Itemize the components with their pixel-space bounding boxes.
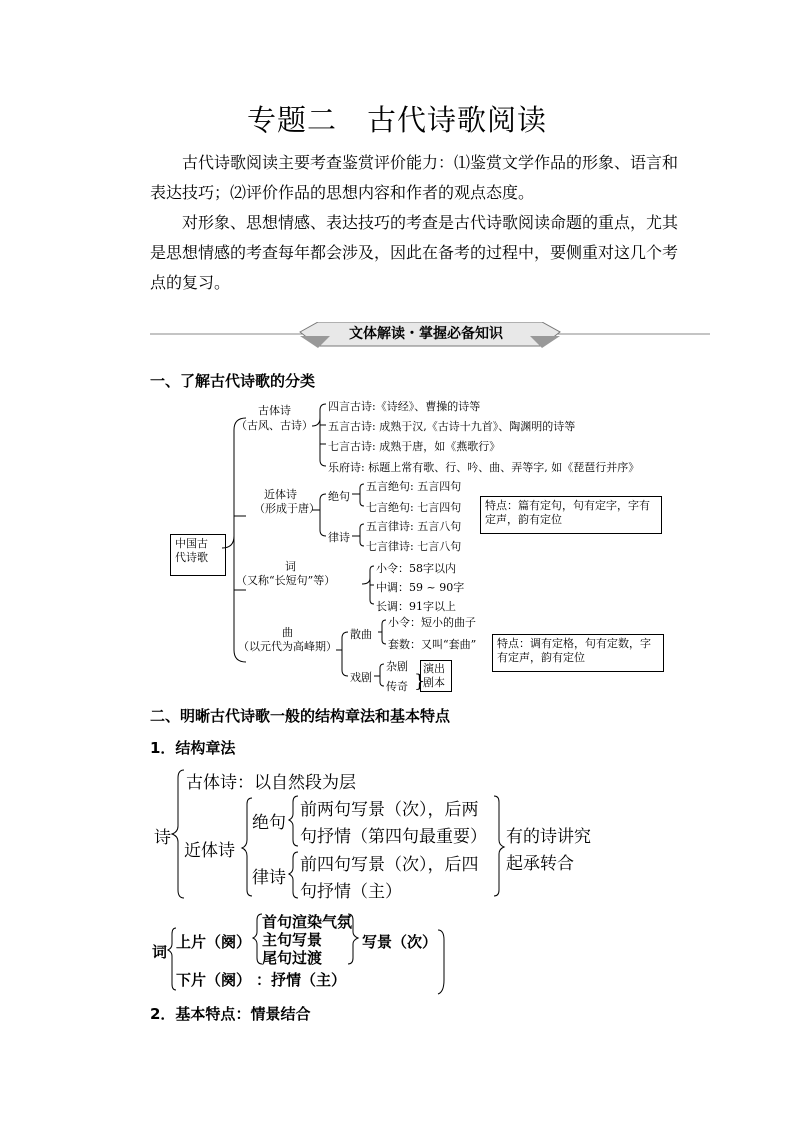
gu-item-2: 五言古诗: 成熟于汉,《古诗十九首》、陶渊明的诗等 xyxy=(328,420,576,433)
xiju-label: 戏剧 xyxy=(350,671,372,684)
root-label-1: 中国古 xyxy=(175,537,208,550)
ci-down-note: ：抒情（主） xyxy=(256,971,347,989)
sanqu-item-2: 套数：又叫“套曲” xyxy=(388,638,477,651)
shi-jueju-label: 绝句 xyxy=(252,813,286,833)
title-part-2: 古代诗歌阅读 xyxy=(367,103,548,137)
qu-feature-box: 特点：调有定格，句有定数，字有定声，韵有定位 xyxy=(492,634,664,672)
sanqu-label: 散曲 xyxy=(350,628,372,641)
jin-feature-box: 特点：篇有定句，句有定字，字有定声，韵有定位 xyxy=(480,496,662,534)
xiju-tag-line-2: 剧本 xyxy=(423,676,445,689)
section2-heading: 二、明晰古代诗歌一般的结构章法和基本特点 xyxy=(150,707,451,725)
gu-note: （古风、古诗） xyxy=(236,419,313,432)
jin-name: 近体诗 xyxy=(264,488,297,501)
intro-paragraph-2: 对形象、思想情感、表达技巧的考查是古代诗歌阅读命题的重点，尤其是思想情感的考查每年都会涉及，因此在备考的过程中，要侧重对这几个考点的复习。 xyxy=(150,213,679,292)
lvshi-item-1: 五言律诗: 五言八句 xyxy=(366,520,462,533)
shi-note-line-1: 有的诗讲究 xyxy=(506,827,591,847)
ci-up-line-2: 主句写景 xyxy=(262,931,323,949)
ci-item-2: 中调：59 ~ 90字 xyxy=(376,581,465,594)
shi-lvshi-label: 律诗 xyxy=(252,868,286,888)
root-label-2: 代诗歌 xyxy=(175,551,208,564)
ci-name: 词 xyxy=(285,560,296,573)
title-part-1: 专题二 xyxy=(246,103,337,137)
ci-up-label: 上片（阕） xyxy=(176,933,252,951)
sanqu-item-1: 小令：短小的曲子 xyxy=(388,616,476,629)
section1-heading: 一、了解古代诗歌的分类 xyxy=(150,372,316,390)
gu-item-1: 四言古诗:《诗经》、曹操的诗等 xyxy=(328,400,481,413)
ci-item-3: 长调：91字以上 xyxy=(376,600,456,613)
shi-jinti-label: 近体诗 xyxy=(184,841,235,861)
xiju-tag-line-1: 演出 xyxy=(423,662,445,675)
ci-note: （又称“长短句”等） xyxy=(236,574,336,587)
shi-jueju-line-2: 句抒情（第四句最重要） xyxy=(300,827,487,847)
banner-label: 文体解读・掌握必备知识 xyxy=(349,326,503,342)
xiju-item-1: 杂剧 xyxy=(386,660,408,673)
xiju-brace: } xyxy=(414,671,426,692)
shi-jueju-line-1: 前两句写景（次），后两 xyxy=(300,800,479,820)
ci-item-1: 小令：58字以内 xyxy=(376,562,456,575)
jueju-label: 绝句 xyxy=(328,490,350,503)
shi-lvshi-line-2: 句抒情（主） xyxy=(300,882,402,902)
gu-item-3: 七言古诗: 成熟于唐，如《燕歌行》 xyxy=(328,440,501,453)
jin-note: （形成于唐） xyxy=(254,502,320,515)
ci-down-label: 下片（阕） xyxy=(176,971,252,989)
shi-lvshi-line-1: 前四句写景（次），后四 xyxy=(300,855,479,875)
lvshi-label: 律诗 xyxy=(328,531,350,544)
lvshi-item-2: 七言律诗: 七言八句 xyxy=(366,540,462,553)
gu-name: 古体诗 xyxy=(258,404,291,417)
qu-name: 曲 xyxy=(282,626,293,639)
gu-item-4: 乐府诗: 标题上常有歌、行、吟、曲、弄等字, 如《琵琶行并序》 xyxy=(328,461,640,474)
shi-label: 诗 xyxy=(154,828,171,848)
xiju-item-2: 传奇 xyxy=(386,680,408,693)
structure-subheading: 1．结构章法 xyxy=(150,739,236,757)
jueju-item-2: 七言绝句: 七言四句 xyxy=(366,501,462,514)
shi-note-line-2: 起承转合 xyxy=(506,854,574,874)
ci-up-line-3: 尾句过渡 xyxy=(262,949,323,967)
ci-struct-label: 词 xyxy=(152,943,168,961)
shi-guti-line: 古体诗：以自然段为层 xyxy=(186,773,356,793)
ci-up-line-1: 首句渲染气氛 xyxy=(262,913,353,931)
jueju-item-1: 五言绝句: 五言四句 xyxy=(366,480,462,493)
feature-subheading: 2．基本特点：情景结合 xyxy=(150,1005,311,1023)
intro-paragraph-1: 古代诗歌阅读主要考查鉴赏评价能力：⑴鉴赏文学作品的形象、语言和表达技巧；⑵评价作品的思想内容和作者的观点态度。 xyxy=(150,153,679,202)
ci-up-note: 写景（次） xyxy=(362,933,438,951)
qu-note: （以元代为高峰期） xyxy=(238,640,337,653)
